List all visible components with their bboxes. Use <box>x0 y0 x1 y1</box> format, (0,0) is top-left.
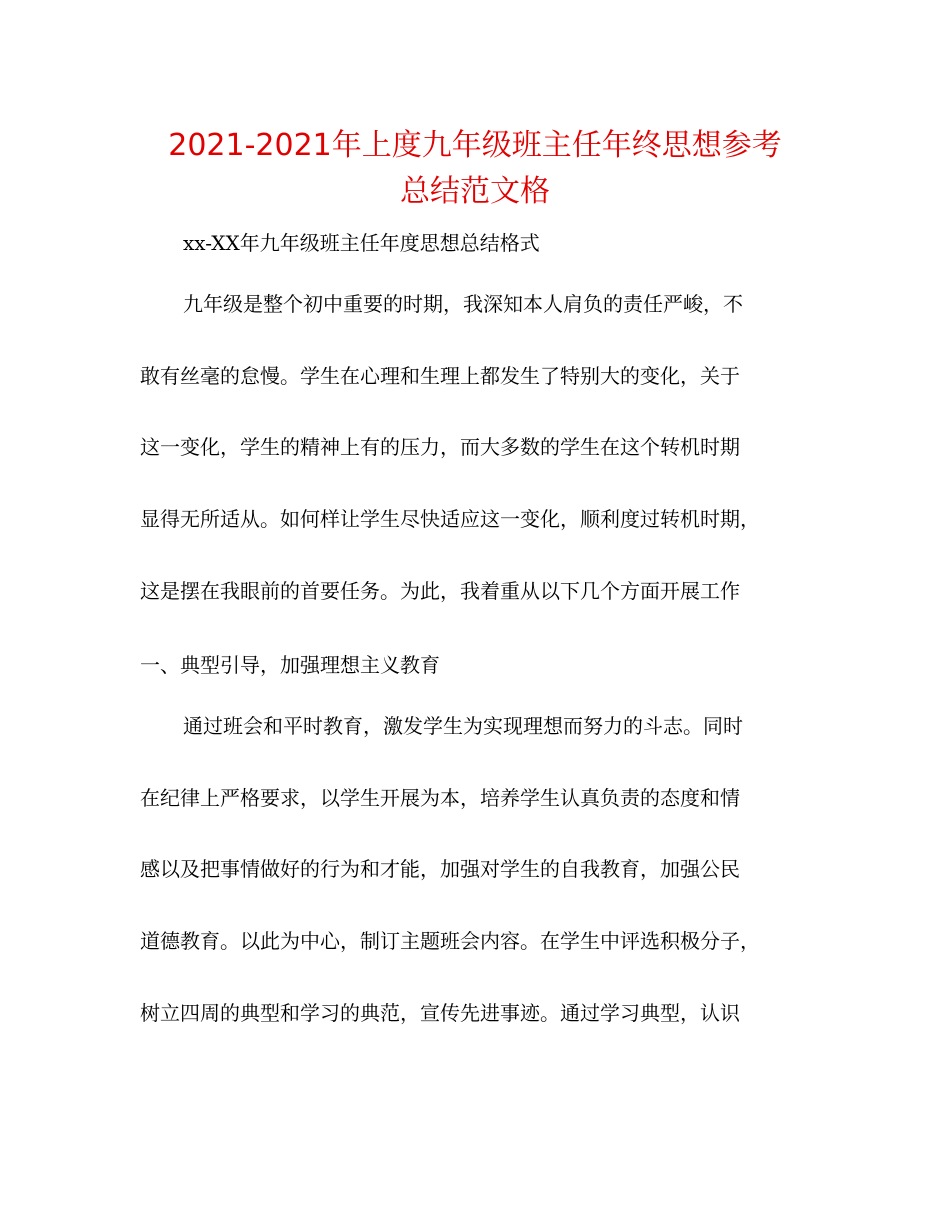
section-heading-1: 一、典型引导，加强理想主义教育 <box>140 653 440 677</box>
paragraph-1-line-4: 显得无所适从。如何样让学生尽快适应这一变化，顺利度过转机时期， <box>140 507 760 531</box>
paragraph-1-line-2: 敢有丝毫的怠慢。学生在心理和生理上都发生了特别大的变化，关于 <box>140 364 740 388</box>
paragraph-2-line-2: 在纪律上严格要求，以学生开展为本，培养学生认真负责的态度和情 <box>140 786 740 810</box>
paragraph-2-line-3: 感以及把事情做好的行为和才能，加强对学生的自我教育，加强公民 <box>140 857 740 881</box>
paragraph-1-line-5: 这是摆在我眼前的首要任务。为此，我着重从以下几个方面开展工作 <box>140 579 740 603</box>
document-subtitle: xx-XX年九年级班主任年度思想总结格式 <box>183 231 540 255</box>
paragraph-2-line-4: 道德教育。以此为中心，制订主题班会内容。在学生中评选积极分子， <box>140 929 760 953</box>
document-title-line-2: 总结范文格 <box>400 174 550 209</box>
paragraph-2-line-5: 树立四周的典型和学习的典范，宣传先进事迹。通过学习典型，认识 <box>140 1001 740 1025</box>
paragraph-2-line-1: 通过班会和平时教育，激发学生为实现理想而努力的斗志。同时 <box>183 714 743 738</box>
paragraph-1-line-1: 九年级是整个初中重要的时期，我深知本人肩负的责任严峻，不 <box>183 292 743 316</box>
paragraph-1-line-3: 这一变化，学生的精神上有的压力，而大多数的学生在这个转机时期 <box>140 435 740 459</box>
document-title-line-1: 2021-2021年上度九年级班主任年终思想参考 <box>168 128 782 163</box>
